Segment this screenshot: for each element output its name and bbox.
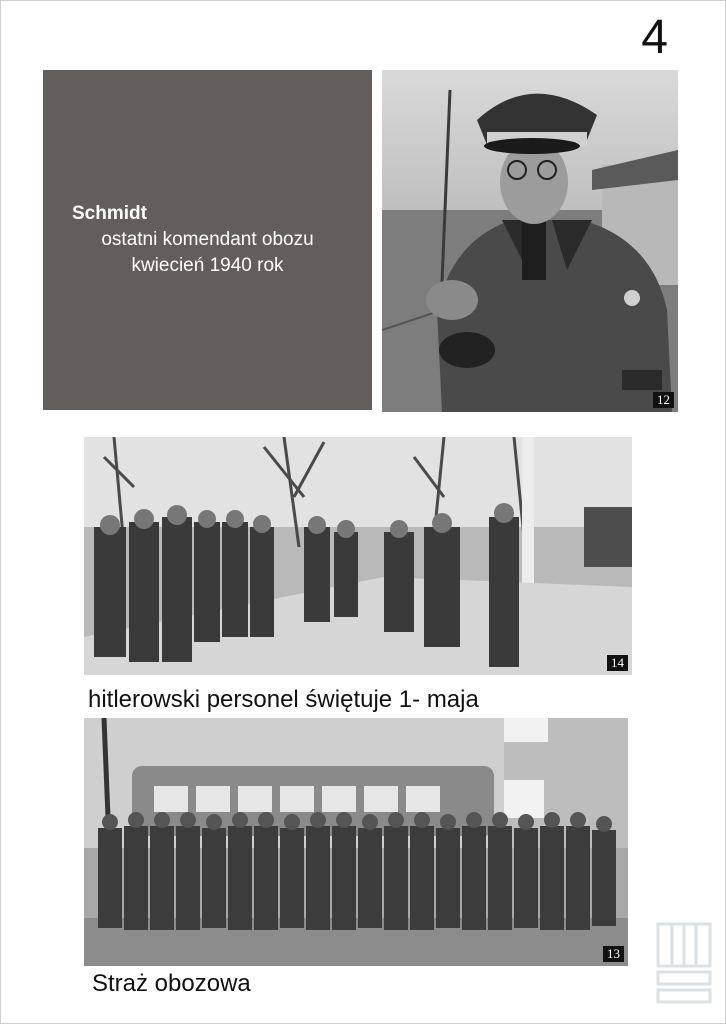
info-box-line-1: ostatni komendant obozu <box>101 229 314 250</box>
personnel-photo-caption: hitlerowski personel świętuje 1- maja <box>88 686 479 713</box>
portrait-photo-image <box>382 70 678 412</box>
page-number: 4 <box>641 11 668 64</box>
personnel-photo <box>84 437 632 675</box>
info-box-line-2: kwiecień 1940 rok <box>131 255 284 276</box>
portrait-photo <box>382 70 678 412</box>
photo-number-badge: 12 <box>653 392 674 408</box>
guard-photo-image <box>84 718 628 966</box>
museum-logo <box>652 916 716 1016</box>
photo-number-badge: 14 <box>607 655 628 671</box>
guard-photo <box>84 718 628 966</box>
guard-photo-caption: Straż obozowa <box>92 970 251 997</box>
personnel-photo-image <box>84 437 632 675</box>
photo-number-badge: 13 <box>603 946 624 962</box>
info-box <box>43 70 372 410</box>
info-box-name: Schmidt <box>72 203 147 224</box>
